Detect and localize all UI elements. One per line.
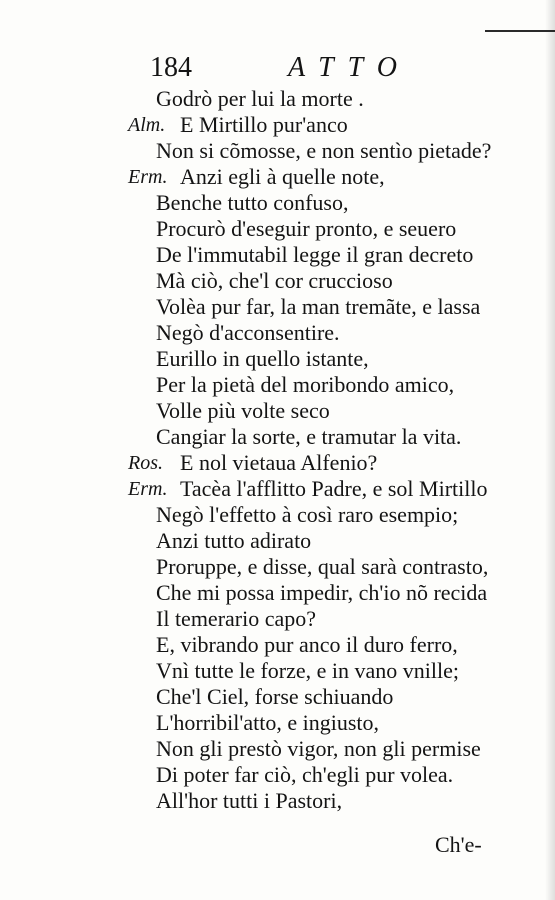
running-head: ATTO <box>288 52 411 83</box>
verse-text: Cangiar la sorte, e tramutar la vita. <box>156 424 462 449</box>
verse-line <box>0 710 540 736</box>
verse-text: Non gli prestò vigor, non gli permise <box>156 736 481 761</box>
verse-line <box>0 788 540 814</box>
verse-text: E nol vietaua Alfenio? <box>180 450 378 475</box>
verse-text: Di poter far ciò, ch'egli pur volea. <box>156 762 454 787</box>
speaker-label: Erm. <box>128 478 168 500</box>
verse-text: Tacèa l'afflitto Padre, e sol Mirtillo <box>180 476 488 501</box>
verse-text: Non si cõmosse, e non sentìo pietade? <box>156 138 492 163</box>
verse-text: Vnì tutte le forze, e in vano vnille; <box>156 658 460 683</box>
verse-text: E Mirtillo pur'anco <box>180 112 348 137</box>
verse-text: Anzi egli à quelle note, <box>180 164 385 189</box>
verse-line <box>0 502 540 528</box>
verse-text: Negò l'effetto à così raro esempio; <box>156 502 459 527</box>
speaker-label: Alm. <box>128 114 166 136</box>
page-edge-shadow <box>545 0 555 900</box>
verse-line <box>0 242 540 268</box>
verse-line <box>0 476 540 502</box>
verse-line <box>0 424 540 450</box>
verse-line <box>0 372 540 398</box>
verse-line <box>0 398 540 424</box>
verse-line <box>0 86 540 112</box>
verse-line <box>0 580 540 606</box>
verse-text: Che mi possa impedir, ch'io nõ recida <box>156 580 488 605</box>
top-rule <box>485 30 555 32</box>
verse-text: L'horribil'atto, e ingiusto, <box>156 710 380 735</box>
verse-line <box>0 554 540 580</box>
verse-text: Volèa pur far, la man tremãte, e lassa <box>156 294 481 319</box>
verse-line <box>0 320 540 346</box>
verse-text: De l'immutabil legge il gran decreto <box>156 242 474 267</box>
verse-text: Proruppe, e disse, qual sarà contrasto, <box>156 554 489 579</box>
catchword: Ch'e- <box>435 832 482 857</box>
verse-text: Eurillo in quello istante, <box>156 346 369 371</box>
verse-line <box>0 632 540 658</box>
page-number: 184 <box>150 52 192 83</box>
verse-line <box>0 528 540 554</box>
verse-line <box>0 658 540 684</box>
verse-line <box>0 190 540 216</box>
verse-text: Per la pietà del moribondo amico, <box>156 372 455 397</box>
verse-text: Mà ciò, che'l cor cruccioso <box>156 268 393 293</box>
verse-text: Volle più volte seco <box>156 398 330 423</box>
verse-line <box>0 164 540 190</box>
verse-line <box>0 216 540 242</box>
verse-line <box>0 294 540 320</box>
verse-line <box>0 450 540 476</box>
verse-text: Procurò d'eseguir pronto, e seuero <box>156 216 457 241</box>
verse-text: Che'l Ciel, forse schiuando <box>156 684 394 709</box>
verse-text: Benche tutto confuso, <box>156 190 349 215</box>
verse-text: Negò d'acconsentire. <box>156 320 340 345</box>
speaker-label: Ros. <box>128 452 163 474</box>
verse-line <box>0 762 540 788</box>
verse-text: Anzi tutto adirato <box>156 528 312 553</box>
verse-line <box>0 268 540 294</box>
verse-text: E, vibrando pur anco il duro ferro, <box>156 632 458 657</box>
verse-line <box>0 684 540 710</box>
verse-line <box>0 112 540 138</box>
page-header <box>150 50 450 86</box>
verse-line <box>0 346 540 372</box>
verse-block <box>0 86 540 814</box>
verse-text: Il temerario capo? <box>156 606 317 631</box>
verse-text: Godrò per lui la morte . <box>156 86 364 111</box>
verse-text: All'hor tutti i Pastori, <box>156 788 343 813</box>
verse-line <box>0 606 540 632</box>
verse-line <box>0 138 540 164</box>
verse-line <box>0 736 540 762</box>
speaker-label: Erm. <box>128 166 168 188</box>
